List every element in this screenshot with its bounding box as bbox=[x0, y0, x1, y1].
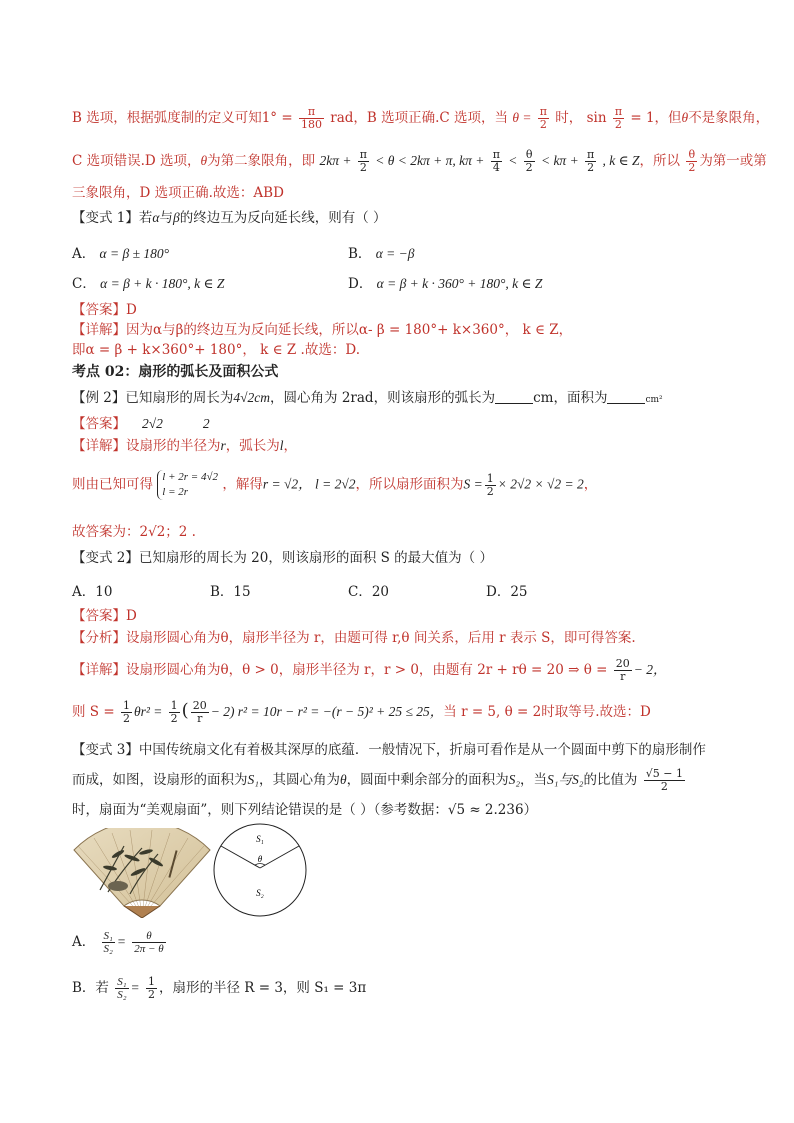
p1-line2 bbox=[72, 148, 767, 174]
variant2-option-a: A．10 bbox=[72, 584, 113, 600]
fraction: $\frac{\theta}{2}$ bbox=[525, 148, 533, 174]
fraction: $\frac{\theta}{2}$ bbox=[688, 148, 696, 174]
math: θ bbox=[681, 110, 689, 125]
variant1-detail-1: 【详解】因为α与β的终边互为反向延长线，所以α- β = 180°+ k×360°， k ∈ Z， bbox=[72, 322, 573, 338]
label-theta: θ bbox=[257, 854, 263, 864]
text: 【变式 1】若 bbox=[72, 210, 153, 226]
fraction: $\frac{\pi}{2}$ bbox=[586, 148, 595, 174]
fraction: $\frac{20}{r}$ bbox=[615, 657, 630, 683]
fraction: $\frac{√5 - 1}{2}$ bbox=[645, 767, 683, 793]
variant1-detail-2: 即α = β + k×360°+ 180°， k ∈ Z .故选：D. bbox=[72, 342, 360, 358]
folding-fan-illustration bbox=[72, 828, 212, 918]
text: 的终边互为反向延长线，则有（ ） bbox=[179, 210, 387, 226]
variant2-answer: 【答案】D bbox=[72, 608, 137, 624]
fraction: $\frac{1}{2}$ bbox=[486, 471, 494, 498]
text: C 选项错误.D 选项， bbox=[72, 153, 201, 169]
text: 与 bbox=[159, 210, 173, 226]
math: < θ < 2kπ + π, kπ + bbox=[375, 153, 485, 168]
math: β bbox=[172, 210, 180, 225]
text: 时， sin bbox=[555, 110, 607, 126]
variant1-question bbox=[72, 208, 734, 228]
fraction: $\frac{1}{2}$ bbox=[170, 699, 178, 725]
fraction: $\frac{\theta}{2\pi - \theta}$ bbox=[134, 930, 164, 955]
example2-final: 故答案为：2√2；2 . bbox=[72, 524, 196, 540]
text: B 选项，根据弧度制的定义可知1° = bbox=[72, 110, 293, 126]
circle-sector-figure bbox=[212, 822, 308, 918]
variant1-answer: 【答案】D bbox=[72, 302, 137, 318]
answer-blank[interactable] bbox=[607, 389, 645, 404]
variant1-option-a: A． α = β ± 180° bbox=[72, 246, 170, 262]
fraction: $\frac{\text{S₁}}{\text{S₂}}$ bbox=[103, 930, 113, 955]
text: rad，B 选项正确.C 选项，当 bbox=[330, 110, 509, 126]
text: 为第一或第 bbox=[699, 153, 767, 169]
label-s1: S₁ bbox=[256, 834, 264, 844]
variant2-detail-2: 则 S = $\frac{1}{2}$ θr² = $\frac{1}{2}$ ( $\frac{20}{r}$ − 2) r² = 10r − r² = −(r − 5)² + 25 ≤ 25，当 r = 5, θ = 2时取等号.故选：D bbox=[72, 699, 651, 725]
fraction: $\frac{\text{S₁}}{\text{S₂}}$ bbox=[117, 976, 127, 1001]
variant3-line2: 而成，如图，设扇形的面积为S₁，其圆心角为θ，圆面中剩余部分的面积为S₂，当S₁与S₂的比值为 $\frac{√5 - 1}{2}$ bbox=[72, 767, 683, 793]
label-s2: S₂ bbox=[256, 888, 264, 898]
variant2-option-c: C．20 bbox=[348, 584, 390, 600]
section-title: 考点 02：扇形的弧长及面积公式 bbox=[72, 364, 279, 380]
equation-system: l + 2r = 4√2 l = 2r bbox=[157, 470, 218, 500]
example2-question: 【例 2】已知扇形的周长为4√2cm，圆心角为 2rad，则该扇形的弧长为 cm，面积为 cm² bbox=[72, 390, 663, 406]
math: θ = bbox=[512, 110, 532, 125]
fraction: $\frac{\pi}{4}$ bbox=[492, 148, 500, 174]
fraction: $\frac{1}{2}$ bbox=[122, 699, 130, 725]
fraction: $\frac{\pi}{2}$ bbox=[359, 148, 367, 174]
variant2-question: 【变式 2】已知扇形的周长为 20，则该扇形的面积 S 的最大值为（ ） bbox=[72, 550, 493, 566]
sector-diagram bbox=[212, 822, 308, 918]
text: 为第二象限角，即 bbox=[207, 153, 316, 169]
p1-line1 bbox=[72, 105, 770, 131]
variant3-line1: 【变式 3】中国传统扇文化有着极其深厚的底蕴．一般情况下，折扇可看作是从一个圆面中剪下的扇形制作 bbox=[72, 742, 706, 758]
answer-blank[interactable] bbox=[495, 389, 533, 404]
text: ，所以 bbox=[639, 153, 681, 169]
variant1-option-b: B． α = −β bbox=[348, 246, 415, 262]
math: θ bbox=[200, 153, 208, 168]
variant1-option-c: C． α = β + k · 180°, k ∈ Z bbox=[72, 276, 225, 292]
example2-detail-1: 【详解】设扇形的半径为r，弧长为l， bbox=[72, 438, 298, 454]
variant3-line3: 时，扇面为“美观扇面”，则下列结论错误的是（ ）（参考数据：√5 ≈ 2.236） bbox=[72, 802, 538, 818]
p1-line3: 三象限角，D 选项正确.故选：ABD bbox=[72, 185, 284, 201]
variant2-option-d: D．25 bbox=[486, 584, 528, 600]
example2-answer: 【答案】 2√2 2 bbox=[72, 416, 210, 432]
fraction: $\frac{1}{2}$ bbox=[147, 975, 155, 1001]
variant3-option-a: A． $\frac{\text{S₁}}{\text{S₂}}$ = $\frac{\theta}{2\pi - \theta}$ bbox=[72, 930, 164, 955]
fraction: $\frac{20}{r}$ bbox=[192, 699, 207, 725]
math: 2kπ + bbox=[319, 153, 352, 168]
example2-system: 则由已知可得 l + 2r = 4√2 l = 2r ，解得r = √2， l = 2√2，所以扇形面积为S = $\frac{1}{2}$ × 2√2 × √2 = 2， bbox=[72, 471, 598, 498]
fraction: $\frac{\pi}{2}$ bbox=[539, 105, 547, 131]
math: , k ∈ Z bbox=[602, 153, 640, 168]
fraction: $\frac{\pi}{2}$ bbox=[614, 105, 623, 131]
variant2-option-b: B．15 bbox=[210, 584, 251, 600]
variant3-option-b: B．若 $\frac{\text{S₁}}{\text{S₂}}$ = $\frac{1}{2}$ ，扇形的半径 R = 3，则 S₁ = 3π bbox=[72, 975, 367, 1001]
text: 不是象限角， bbox=[688, 110, 770, 126]
fraction: $\frac{\pi}{180}$ bbox=[300, 105, 322, 131]
folding-fan-image bbox=[72, 828, 212, 918]
math: < bbox=[508, 153, 518, 168]
variant2-analysis: 【分析】设扇形圆心角为θ，扇形半径为 r，由题可得 r,θ 间关系，后用 r 表示 S，即可得答案. bbox=[72, 630, 636, 646]
text: = 1，但 bbox=[630, 110, 682, 126]
math: α bbox=[152, 210, 160, 225]
variant1-option-d: D． α = β + k · 360° + 180°, k ∈ Z bbox=[348, 276, 543, 292]
variant2-detail-1: 【详解】设扇形圆心角为θ，θ > 0，扇形半径为 r，r > 0，由题有 2r + rθ = 20 ⇒ θ = $\frac{20}{r}$ − 2， bbox=[72, 657, 667, 683]
math: < kπ + bbox=[540, 153, 579, 168]
